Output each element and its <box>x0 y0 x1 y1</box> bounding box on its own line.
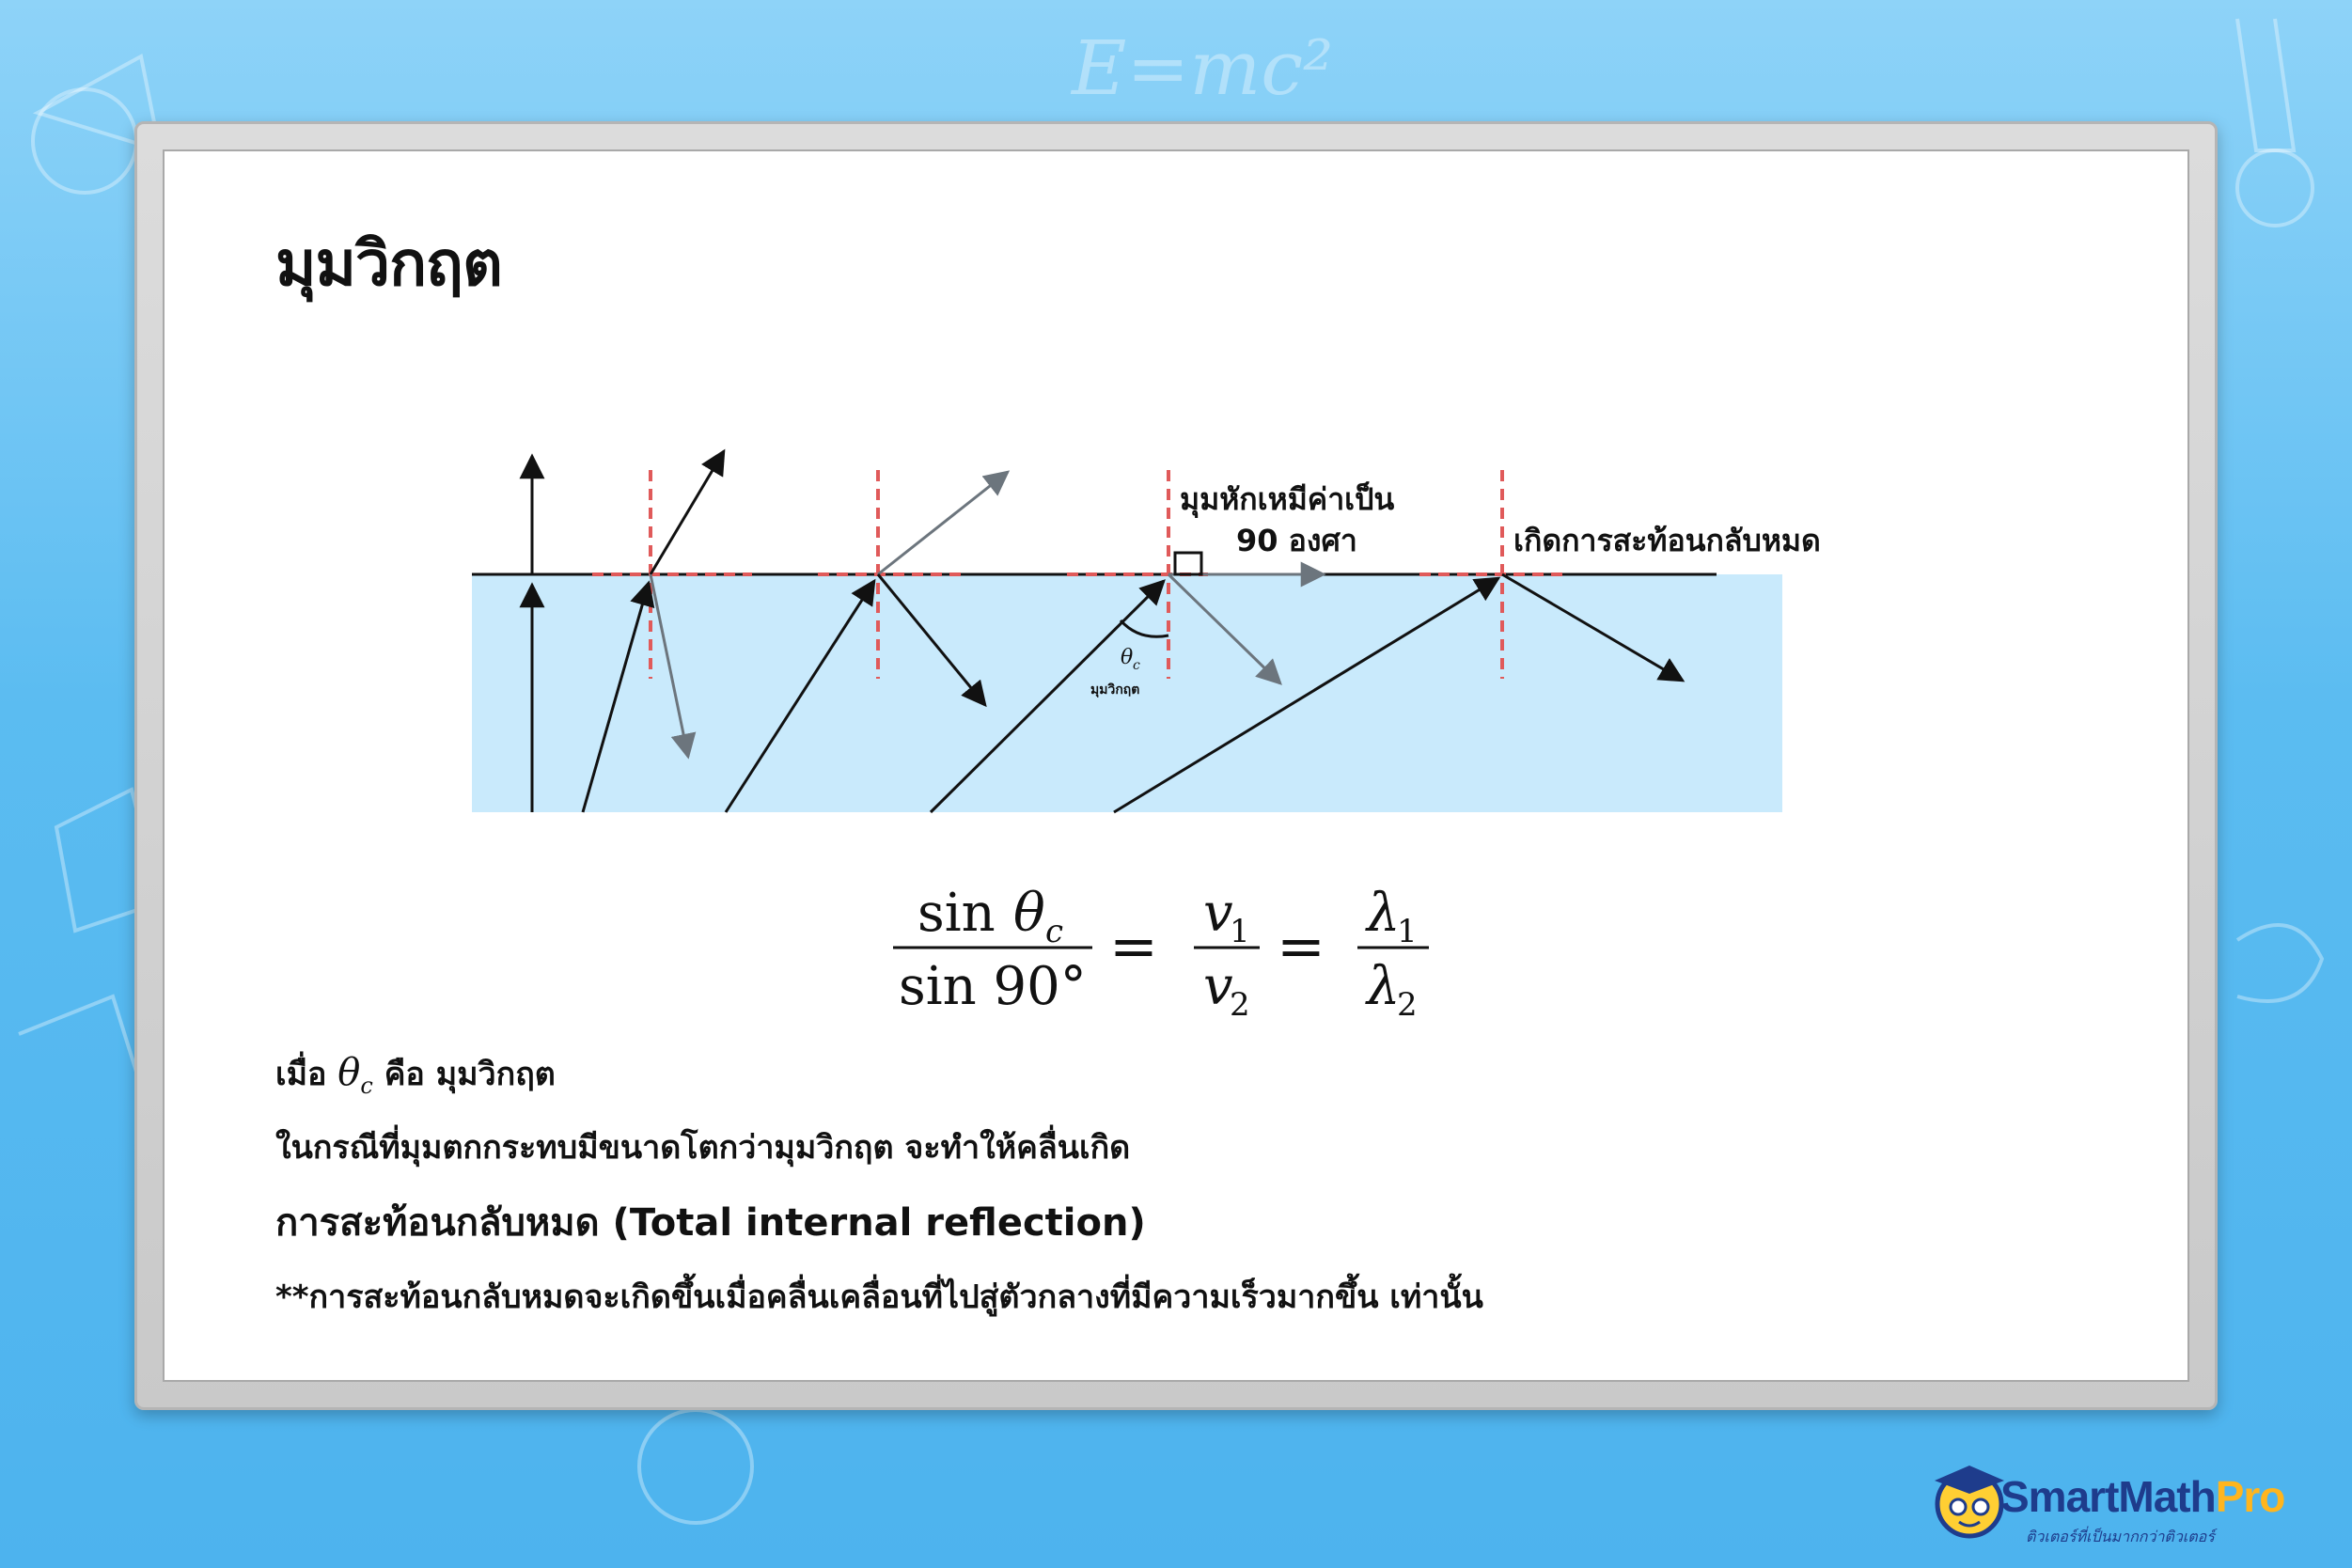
formula-v1-sub: 1 <box>1230 913 1250 950</box>
right-angle-mark <box>1175 553 1201 574</box>
logo-tagline: ติวเตอร์ที่เป็นมากกว่าติวเตอร์ <box>2026 1528 2215 1545</box>
ray-refracted-3 <box>878 472 1008 574</box>
formula-lambda1-sub: 1 <box>1397 913 1418 950</box>
formula-theta-sub: c <box>1045 913 1064 950</box>
formula-lambda2: λ <box>1367 956 1401 1017</box>
label-total-reflection: เกิดการสะท้อนกลับหมด <box>1513 523 1821 558</box>
definition-suffix: คือ มุมวิกฤต <box>384 1056 556 1093</box>
definition-theta: $\theta_c$ <box>337 1051 373 1099</box>
formula-sin90: sin 90° <box>899 956 1087 1017</box>
note-line: **การสะท้อนกลับหมดจะเกิดขึ้นเมื่อคลื่นเคลื่อนที่ไปสู่ตัวกลางที่มีความเร็วมากขึ้น เท่านั้น <box>275 1278 1483 1316</box>
label-theta-sub: c <box>1133 658 1140 673</box>
ray-refracted-2 <box>651 451 724 574</box>
formula-equals-2: = <box>1277 912 1325 980</box>
label-90-line2: 90 องศา <box>1236 523 1357 558</box>
refraction-diagram <box>442 432 1908 827</box>
formula-v1: v <box>1203 883 1233 944</box>
label-90-line1: มุมหักเหมีค่าเป็น <box>1180 481 1395 517</box>
logo-wordmark: SmartMathPro <box>2000 1472 2285 1521</box>
doodle-magnet <box>2237 925 2322 1001</box>
total-reflection-line: การสะท้อนกลับหมด (Total internal reflection) <box>275 1201 1146 1245</box>
doodle-globe <box>639 1410 752 1523</box>
page-title: มุมวิกฤต <box>275 227 502 300</box>
definition-prefix: เมื่อ <box>275 1056 327 1093</box>
formula-theta-num: θ <box>1013 883 1045 944</box>
doodle-tube <box>2237 19 2294 150</box>
formula-sin-num: sin <box>917 883 996 944</box>
formula-v2: v <box>1203 956 1233 1017</box>
doodle-flask <box>2237 150 2313 226</box>
doodle-emc2: E=mc² <box>1072 24 1334 112</box>
critical-angle-formula <box>884 874 1485 1025</box>
label-theta: θ <box>1121 646 1134 669</box>
formula-lambda2-sub: 2 <box>1397 986 1418 1024</box>
formula-equals-1: = <box>1109 912 1158 980</box>
definition-line <box>275 1048 556 1099</box>
formula-v2-sub: 2 <box>1230 986 1250 1024</box>
condition-line: ในกรณีที่มุมตกกระทบมีขนาดโตกว่ามุมวิกฤต จะทำให้คลื่นเกิด <box>275 1129 1131 1167</box>
label-critical-caption: มุมวิกฤต <box>1090 682 1140 698</box>
formula-lambda1: λ <box>1367 883 1401 944</box>
